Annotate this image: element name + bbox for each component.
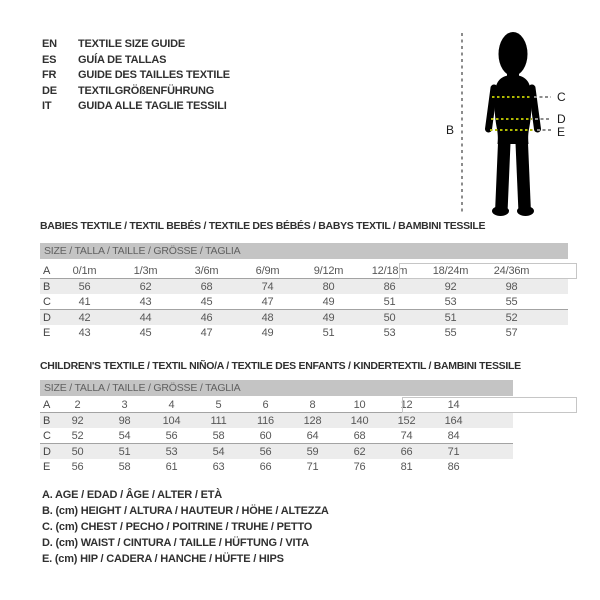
language-title: GUÍA DE TALLAS (78, 53, 167, 66)
table-cell: 14 (447, 398, 460, 411)
table-cell: 24/36m (493, 264, 530, 277)
table-cell: 49 (261, 326, 274, 339)
table-cell: 51 (383, 295, 396, 308)
table-cell: 42 (78, 311, 91, 324)
table-cell: 52 (71, 429, 84, 442)
language-row-es (42, 53, 230, 69)
babies-row-a-outline (399, 263, 577, 279)
table-cell: 62 (353, 445, 366, 458)
table-cell: 84 (447, 429, 460, 442)
table-cell: 56 (259, 445, 272, 458)
table-row-b (40, 279, 568, 294)
table-cell: 53 (165, 445, 178, 458)
table-cell: 64 (306, 429, 319, 442)
table-cell: 98 (505, 280, 518, 293)
table-cell: 43 (78, 326, 91, 339)
table-cell: 3 (121, 398, 128, 411)
table-row-e (40, 459, 513, 474)
table-cell: 51 (444, 311, 457, 324)
height-dashed-line (461, 33, 463, 214)
waist-measure-line (491, 118, 532, 120)
table-cell: 66 (259, 460, 272, 473)
row-label: E (43, 460, 51, 473)
table-cell: 54 (212, 445, 225, 458)
row-label: D (43, 445, 51, 458)
table-cell: 45 (200, 295, 213, 308)
table-cell: 152 (397, 414, 416, 427)
table-cell: 55 (505, 295, 518, 308)
table-cell: 60 (259, 429, 272, 442)
table-cell: 3/6m (194, 264, 219, 277)
table-cell: 53 (444, 295, 457, 308)
table-cell: 68 (200, 280, 213, 293)
language-row-it (42, 99, 230, 115)
chest-extension-line (534, 96, 551, 98)
table-cell: 5 (215, 398, 222, 411)
table-cell: 86 (383, 280, 396, 293)
table-cell: 92 (444, 280, 457, 293)
legend-line-b: B. (cm) HEIGHT / ALTURA / HAUTEUR / HÖHE / ALTEZZA (42, 505, 329, 517)
table-cell: 47 (200, 326, 213, 339)
language-code: DE (42, 84, 57, 97)
table-cell: 6/9m (255, 264, 280, 277)
language-code: FR (42, 69, 57, 81)
children-textile-section (40, 360, 521, 475)
table-cell: 50 (383, 311, 396, 324)
measurement-legend (42, 487, 329, 567)
row-label: B (43, 414, 51, 427)
table-cell: 111 (210, 414, 227, 427)
table-cell: 57 (505, 326, 518, 339)
table-row-e (40, 325, 568, 340)
table-cell: 8 (309, 398, 316, 411)
table-cell: 46 (200, 311, 213, 324)
table-cell: 66 (400, 445, 413, 458)
table-cell: 68 (353, 429, 366, 442)
hip-measure-line (490, 129, 534, 131)
child-silhouette (481, 31, 545, 219)
legend-line-c: C. (cm) CHEST / PECHO / POITRINE / TRUHE / PETTO (42, 521, 313, 533)
table-cell: 56 (165, 429, 178, 442)
babies-textile-section (40, 220, 568, 340)
table-cell: 80 (322, 280, 335, 293)
table-cell: 59 (306, 445, 319, 458)
table-cell: 76 (353, 460, 366, 473)
row-label: A (43, 264, 51, 277)
table-row-c (40, 294, 568, 310)
table-cell: 62 (139, 280, 152, 293)
chest-measure-line (492, 96, 531, 98)
table-cell: 116 (257, 414, 274, 427)
row-label: E (43, 326, 51, 339)
language-title: GUIDE DES TAILLES TEXTILE (78, 69, 230, 81)
table-cell: 51 (118, 445, 131, 458)
table-cell: 41 (78, 295, 91, 308)
table-cell: 71 (447, 445, 460, 458)
children-size-header: SIZE / TALLA / TAILLE / GRÖSSE / TAGLIA (40, 380, 513, 396)
table-cell: 58 (118, 460, 131, 473)
table-row-d (40, 310, 568, 325)
table-cell: 2 (74, 398, 81, 411)
table-row-d (40, 444, 513, 459)
table-cell: 81 (400, 460, 413, 473)
table-cell: 86 (447, 460, 460, 473)
table-cell: 6 (262, 398, 269, 411)
table-cell: 164 (444, 414, 463, 427)
babies-section-title: BABIES TEXTILE / TEXTIL BEBÉS / TEXTILE DES BÉBÉS / BABYS TEXTIL / BAMBINI TESSILE (40, 220, 486, 232)
language-code: ES (42, 53, 57, 66)
hip-extension-line (537, 129, 552, 131)
table-cell: 98 (118, 414, 131, 427)
language-title: TEXTILGRÖßENFÜHRUNG (78, 84, 215, 97)
table-cell: 92 (71, 414, 84, 427)
language-title: TEXTILE SIZE GUIDE (78, 38, 186, 50)
table-cell: 10 (353, 398, 366, 411)
language-row-en (42, 37, 230, 53)
table-cell: 48 (261, 311, 274, 324)
table-cell: 52 (505, 311, 518, 324)
table-cell: 74 (400, 429, 413, 442)
table-cell: 61 (165, 460, 178, 473)
table-cell: 56 (78, 280, 91, 293)
language-title-list (42, 37, 230, 115)
table-cell: 53 (383, 326, 396, 339)
table-cell: 54 (118, 429, 131, 442)
table-cell: 0/1m (72, 264, 97, 277)
language-code: EN (42, 38, 57, 50)
table-cell: 47 (261, 295, 274, 308)
language-code: IT (42, 100, 52, 112)
table-cell: 74 (261, 280, 274, 293)
legend-line-d: D. (cm) WAIST / CINTURA / TAILLE / HÜFTUNG / VITA (42, 537, 309, 549)
row-label: C (43, 429, 51, 442)
table-cell: 12 (400, 398, 413, 411)
children-section-title: CHILDREN'S TEXTILE / TEXTIL NIÑO/A / TEXTILE DES ENFANTS / KINDERTEXTIL / BAMBINI TESSILE (40, 360, 521, 372)
table-cell: 9/12m (313, 264, 344, 277)
table-cell: 140 (350, 414, 369, 427)
table-row-c (40, 428, 513, 444)
waist-extension-line (535, 118, 551, 120)
table-cell: 49 (322, 311, 335, 324)
waist-measure-label: D (557, 112, 566, 126)
language-row-fr (42, 68, 230, 84)
table-cell: 51 (322, 326, 335, 339)
language-title: GUIDA ALLE TAGLIE TESSILI (78, 100, 227, 112)
legend-line-a: A. AGE / EDAD / ÂGE / ALTER / ETÀ (42, 489, 223, 501)
language-row-de (42, 84, 230, 100)
height-measure-label: B (446, 123, 454, 137)
table-cell: 128 (303, 414, 322, 427)
row-label: D (43, 311, 51, 324)
table-cell: 55 (444, 326, 457, 339)
table-cell: 43 (139, 295, 152, 308)
row-label: C (43, 295, 51, 308)
table-cell: 49 (322, 295, 335, 308)
table-cell: 71 (306, 460, 319, 473)
table-cell: 12/18m (371, 264, 408, 277)
table-cell: 44 (139, 311, 152, 324)
babies-size-header: SIZE / TALLA / TAILLE / GRÖSSE / TAGLIA (40, 243, 568, 259)
table-cell: 63 (212, 460, 225, 473)
row-label: A (43, 398, 51, 411)
hip-measure-label: E (557, 125, 565, 139)
table-cell: 4 (168, 398, 175, 411)
chest-measure-label: C (557, 90, 566, 104)
table-cell: 50 (71, 445, 84, 458)
table-cell: 45 (139, 326, 152, 339)
table-cell: 56 (71, 460, 84, 473)
table-cell: 104 (162, 414, 181, 427)
children-row-a-outline (402, 397, 577, 413)
row-label: B (43, 280, 51, 293)
table-cell: 1/3m (133, 264, 158, 277)
table-cell: 58 (212, 429, 225, 442)
table-row-b (40, 413, 513, 428)
table-cell: 18/24m (432, 264, 469, 277)
legend-line-e: E. (cm) HIP / CADERA / HANCHE / HÜFTE / HIPS (42, 553, 284, 565)
